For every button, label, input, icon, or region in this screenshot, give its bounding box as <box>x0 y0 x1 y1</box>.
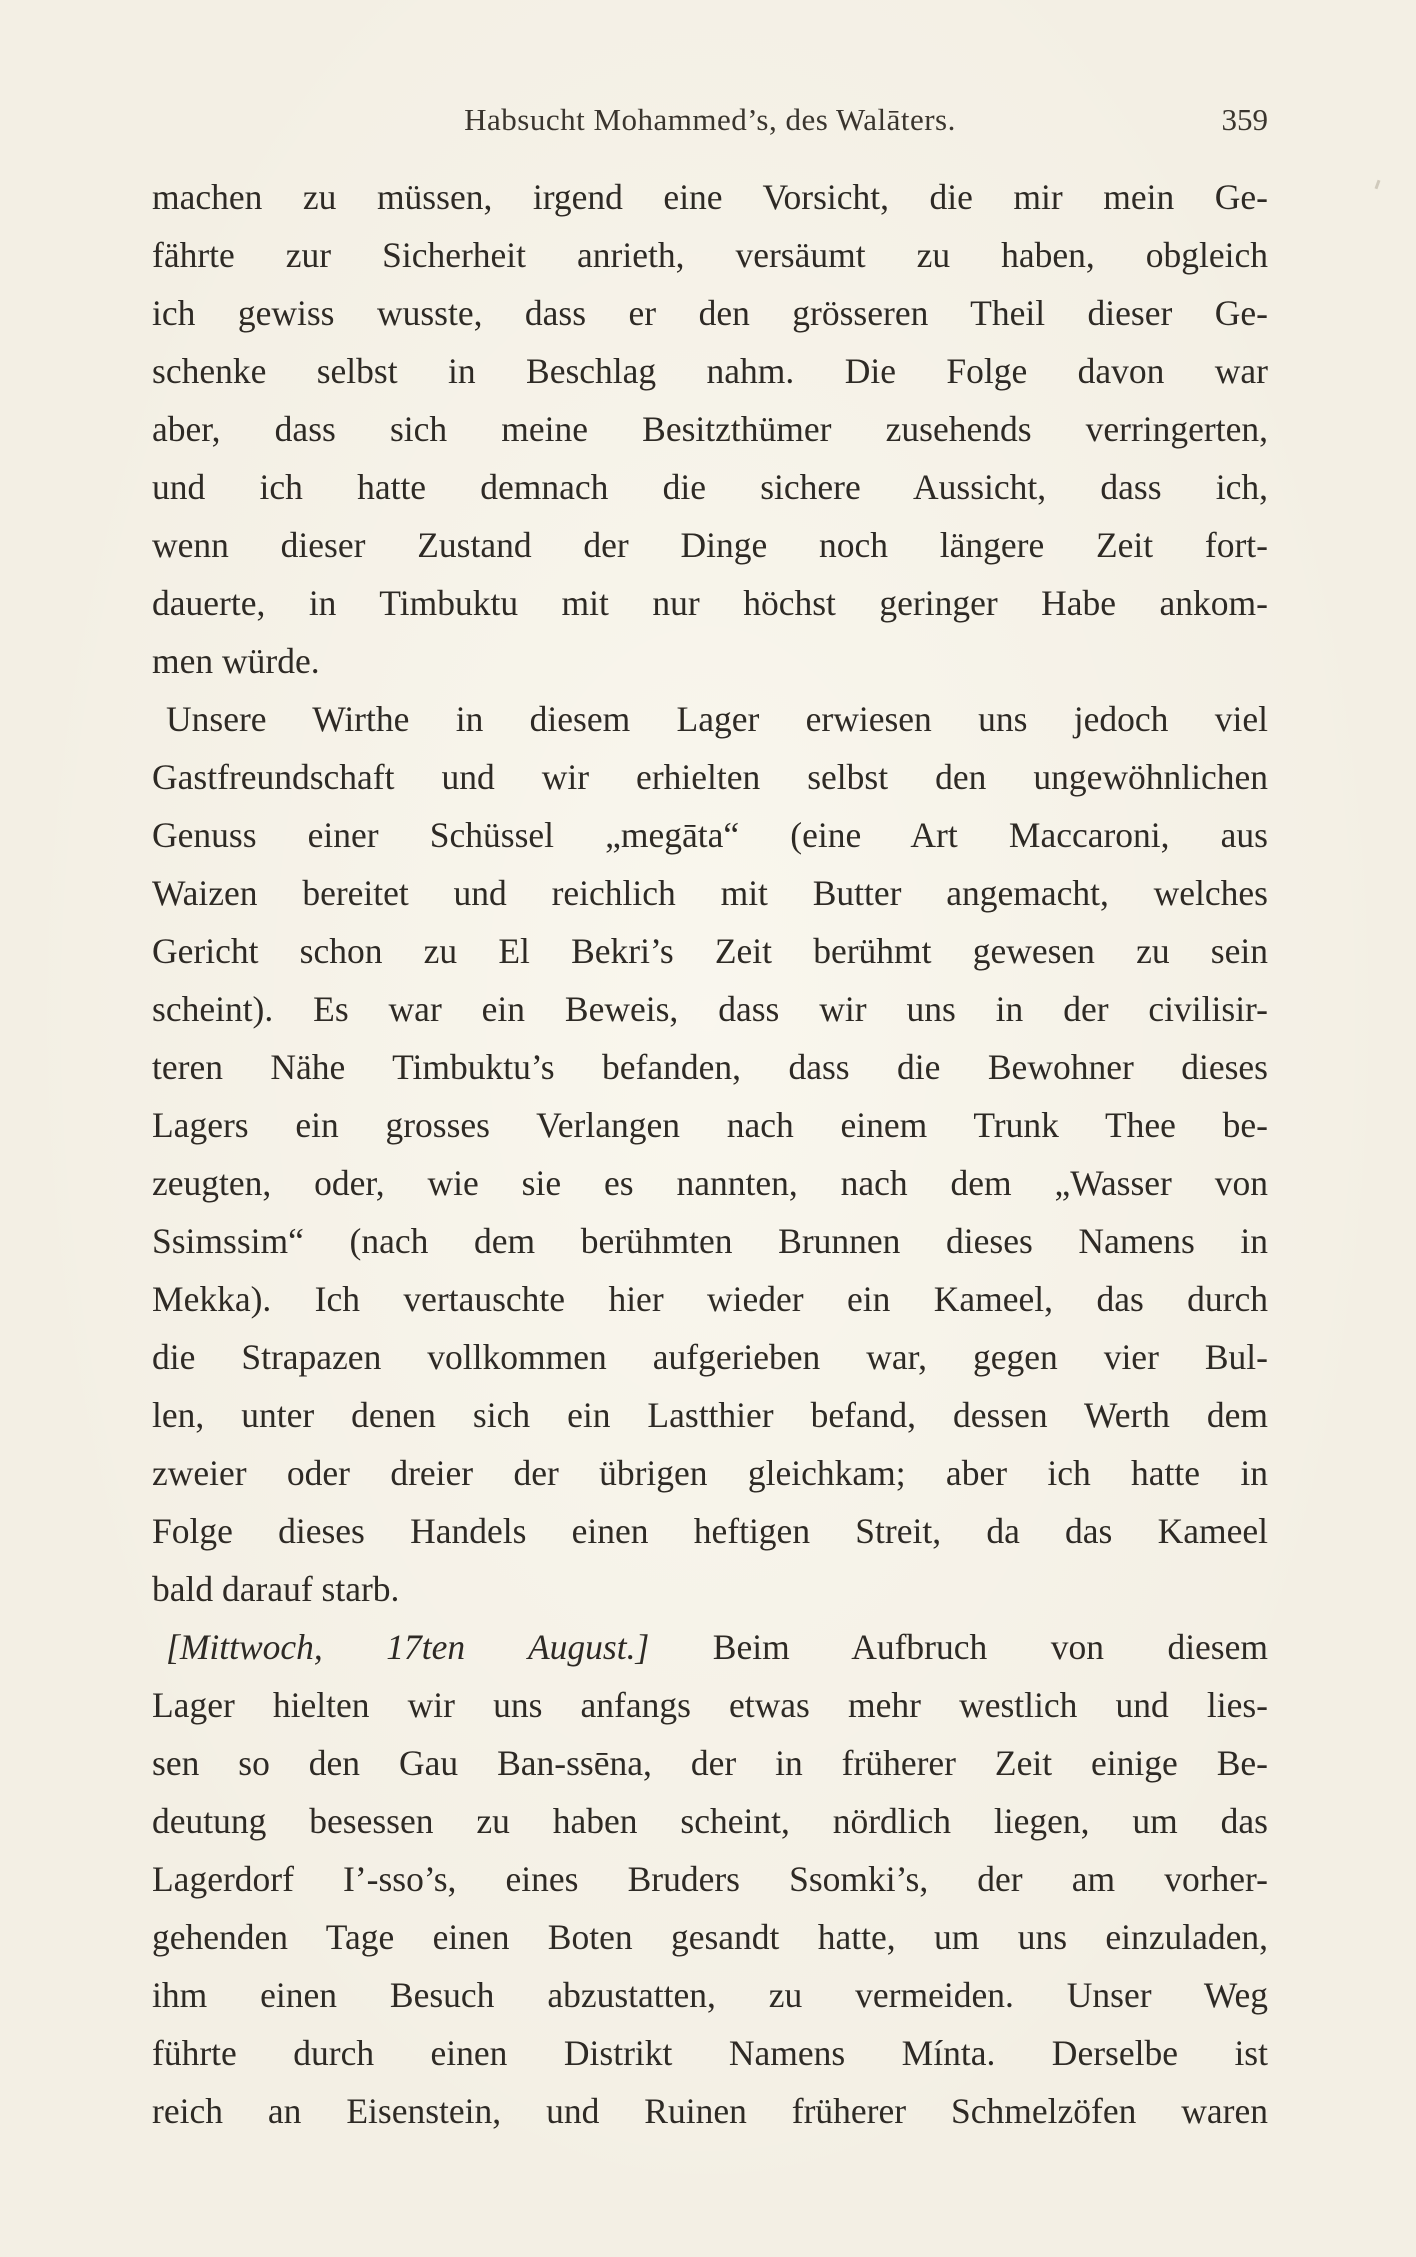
text-line: die Strapazen vollkommen aufgerieben war, gegen vier Bul- <box>152 1337 1268 1377</box>
text-line: Ssimssim“ (nach dem berühmten Brunnen dieses Namens in <box>152 1221 1268 1261</box>
text-line: Gericht schon zu El Bekri’s Zeit berühmt gewesen zu sein <box>152 931 1268 971</box>
paper-speck <box>1375 180 1381 189</box>
text-line: ihm einen Besuch abzustatten, zu vermeiden. Unser Weg <box>152 1975 1268 2015</box>
paragraph-2 <box>152 690 1268 1618</box>
text-line: deutung besessen zu haben scheint, nördlich liegen, um das <box>152 1801 1268 1841</box>
text-line: zeugten, oder, wie sie es nannten, nach dem „Wasser von <box>152 1163 1268 1203</box>
text-line: schenke selbst in Beschlag nahm. Die Folge davon war <box>152 351 1268 391</box>
text-line: Lagerdorf I’-sso’s, eines Bruders Ssomki’s, der am vorher- <box>152 1859 1268 1899</box>
text-line: machen zu müssen, irgend eine Vorsicht, die mir mein Ge- <box>152 177 1268 217</box>
date-note: [Mittwoch, 17ten August.] <box>166 1627 650 1667</box>
text-line: sen so den Gau Ban-ssēna, der in früherer Zeit einige Be- <box>152 1743 1268 1783</box>
text-line: Lager hielten wir uns anfangs etwas mehr westlich und lies- <box>152 1685 1268 1725</box>
text-line: scheint). Es war ein Beweis, dass wir uns in der civilisir- <box>152 989 1268 1029</box>
text-line: wenn dieser Zustand der Dinge noch längere Zeit fort- <box>152 525 1268 565</box>
page-header <box>152 96 1268 146</box>
text-line: Lagers ein grosses Verlangen nach einem Trunk Thee be- <box>152 1105 1268 1145</box>
text-line: führte durch einen Distrikt Namens Mínta. Derselbe ist <box>152 2033 1268 2073</box>
paragraph-1 <box>152 168 1268 690</box>
text-line: reich an Eisenstein, und Ruinen früherer Schmelzöfen waren <box>152 2091 1268 2131</box>
text-line: Gastfreundschaft und wir erhielten selbst den ungewöhnlichen <box>152 757 1268 797</box>
text-span: Beim Aufbruch von diesem <box>712 1627 1268 1667</box>
text-line: len, unter denen sich ein Lastthier befand, dessen Werth dem <box>152 1395 1268 1435</box>
text-line: teren Nähe Timbuktu’s befanden, dass die Bewohner dieses <box>152 1047 1268 1087</box>
body-text <box>152 168 1268 2140</box>
text-line: Waizen bereitet und reichlich mit Butter angemacht, welches <box>152 873 1268 913</box>
text-line: bald darauf starb. <box>152 1569 400 1609</box>
text-line: gehenden Tage einen Boten gesandt hatte, um uns einzuladen, <box>152 1917 1268 1957</box>
text-line: Genuss einer Schüssel „megāta“ (eine Art Maccaroni, aus <box>152 815 1268 855</box>
text-line: Folge dieses Handels einen heftigen Streit, da das Kameel <box>152 1511 1268 1551</box>
text-line: ich gewiss wusste, dass er den grösseren Theil dieser Ge- <box>152 293 1268 333</box>
text-line: zweier oder dreier der übrigen gleichkam; aber ich hatte in <box>152 1453 1268 1493</box>
text-line: Unsere Wirthe in diesem Lager erwiesen uns jedoch viel <box>166 699 1268 739</box>
text-line: men würde. <box>152 641 320 681</box>
text-line: und ich hatte demnach die sichere Aussicht, dass ich, <box>152 467 1268 507</box>
text-line: fährte zur Sicherheit anrieth, versäumt zu haben, obgleich <box>152 235 1268 275</box>
text-line: dauerte, in Timbuktu mit nur höchst geringer Habe ankom- <box>152 583 1268 623</box>
running-title: Habsucht Mohammed’s, des Walāters. <box>464 102 956 137</box>
text-line <box>152 1618 1268 1676</box>
page-number: 359 <box>1221 102 1268 137</box>
paragraph-3 <box>152 1618 1268 2140</box>
text-line: aber, dass sich meine Besitzthümer zusehends verringerten, <box>152 409 1268 449</box>
text-line: Mekka). Ich vertauschte hier wieder ein Kameel, das durch <box>152 1279 1268 1319</box>
